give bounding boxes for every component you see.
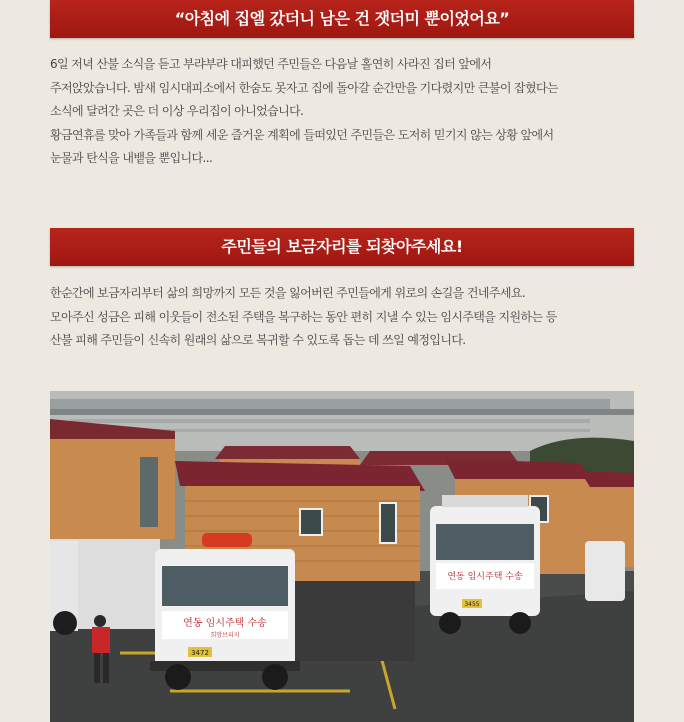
paragraph-line: 황금연휴를 맞아 가족들과 함께 세운 즐거운 계획에 들떠있던 주민들은 도저히 믿기지 않는 상황 앞에서	[50, 127, 554, 142]
paragraph-line: 6일 저녁 산불 소식을 듣고 부랴부랴 대피했던 주민들은 다음날 홀연히 사라진 집터 앞에서	[50, 57, 492, 71]
truck-banner-text-2: 연동 임시주택 수송	[447, 572, 523, 582]
paragraph-line: 모아주신 성금은 피해 이웃들이 전소된 주택을 복구하는 동안 편히 지낼 수 있는 임시주택을 지원하는 등	[50, 309, 557, 324]
truck-banner-text: 연동 임시주택 수송	[183, 618, 267, 629]
photo-illustration	[50, 391, 634, 722]
appeal-paragraph	[50, 282, 634, 353]
license-plate: 3472	[191, 649, 209, 657]
section-title-banner	[50, 0, 634, 38]
section-paragraph	[50, 53, 634, 171]
truck-sub-text: 희망브리지	[210, 632, 240, 639]
temporary-housing-trucks-photo	[50, 391, 634, 722]
paragraph-line: 산불 피해 주민들이 신속히 원래의 삶으로 복귀할 수 있도록 돕는 데 쓰일 예정입니다.	[50, 333, 466, 347]
license-plate-2: 3455	[464, 601, 480, 608]
paragraph-line: 눈물과 탄식을 내뱉을 뿐입니다...	[50, 151, 213, 165]
paragraph-line: 주저앉았습니다. 밤새 임시대피소에서 한숨도 못자고 집에 돌아갈 순간만을 기다렸지만 큰불이 잡혔다는	[50, 80, 559, 95]
paragraph-line: 소식에 달려간 곳은 더 이상 우리집이 아니었습니다.	[50, 104, 304, 118]
section-title: “아침에 집엘 갔더니 남은 건 잿더미 뿐이었어요”	[174, 9, 510, 28]
paragraph-line: 한순간에 보금자리부터 삶의 희망까지 모든 것을 잃어버린 주민들에게 위로의 손길을 건네주세요.	[50, 286, 526, 300]
donation-appeal-banner	[50, 228, 634, 266]
section-title: 주민들의 보금자리를 되찾아주세요!	[221, 237, 463, 256]
